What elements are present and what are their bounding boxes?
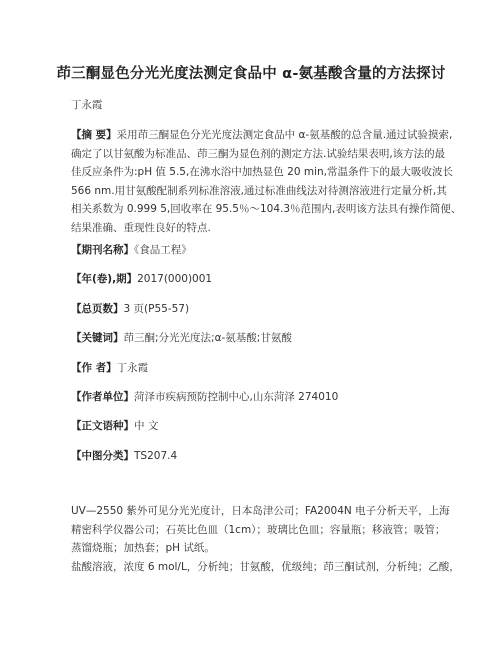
abstract-line: 相关系数为 0.999 5,回收率在 95.5％～104.3％范围内,表明该方法具有操作简便、 [71, 203, 462, 216]
abstract-line: 确定了以甘氨酸为标准品、茚三酮为显色剂的测定方法.试验结果表明,该方法的最 [71, 147, 446, 160]
affiliation-field [71, 390, 338, 404]
keywords-field [71, 331, 292, 345]
body-line: 蒸馏烧瓶；加热套；pH 试纸。 [71, 542, 215, 555]
field-value: 菏泽市疾病预防控制中心,山东菏泽 274010 [134, 391, 339, 403]
author-field [71, 361, 148, 375]
abstract-line: 佳反应条件为:pH 值 5.5,在沸水浴中加热显色 20 min,常温条件下的最大吸收波长 [71, 166, 453, 179]
author-name: 丁永霞 [71, 99, 103, 111]
field-label: 【正文语种】 [71, 420, 134, 432]
field-value: 《食品工程》 [134, 244, 192, 256]
classification-field [71, 449, 177, 463]
field-value: 中 文 [134, 420, 159, 432]
field-label: 【作者单位】 [71, 391, 134, 403]
field-label: 【中图分类】 [71, 450, 134, 462]
body-line: 精密科学仪器公司；石英比色皿（1cm）；玻璃比色皿；容量瓶；移液管；吸管； [71, 523, 446, 536]
field-value: 3 页(P55-57) [123, 303, 190, 315]
field-label: 【年(卷),期】 [71, 273, 138, 285]
field-value: 茚三酮;分光光度法;α-氨基酸;甘氨酸 [123, 332, 292, 344]
field-value: TS207.4 [134, 450, 178, 462]
abstract-section [71, 126, 462, 238]
language-field [71, 419, 158, 433]
field-label: 【总页数】 [71, 303, 124, 315]
body-text [71, 502, 460, 576]
volume-issue-field [71, 272, 212, 286]
field-label: 【作 者】 [71, 362, 117, 374]
document-title: 茚三酮显色分光光度法测定食品中 α-氨基酸含量的方法探讨 [56, 66, 446, 82]
abstract-line: 结果准确、重现性良好的特点. [71, 221, 211, 234]
field-value: 丁永霞 [116, 362, 149, 374]
field-value: 2017(000)001 [137, 273, 213, 285]
abstract-label: 【摘 要】 [71, 129, 117, 141]
journal-name-field [71, 243, 192, 257]
abstract-text: 采用茚三酮显色分光光度法测定食品中 α-氨基酸的总含量.通过试验摸索, [116, 129, 453, 141]
page-count-field [71, 302, 189, 316]
abstract-line: 566 nm.用甘氨酸配制系列标准溶液,通过标准曲线法对待测溶液进行定量分析,其 [71, 184, 447, 197]
body-line: 盐酸溶液，浓度 6 mol/L，分析纯；甘氨酸，优级纯；茚三酮试剂，分析纯；乙酸， [71, 560, 460, 573]
field-label: 【关键词】 [71, 332, 124, 344]
field-label: 【期刊名称】 [71, 244, 134, 256]
abstract-line [71, 126, 453, 145]
body-line: UV—2550 紫外可见分光光度计，日本岛津公司；FA2004N 电子分析天平，上海 [71, 505, 450, 517]
